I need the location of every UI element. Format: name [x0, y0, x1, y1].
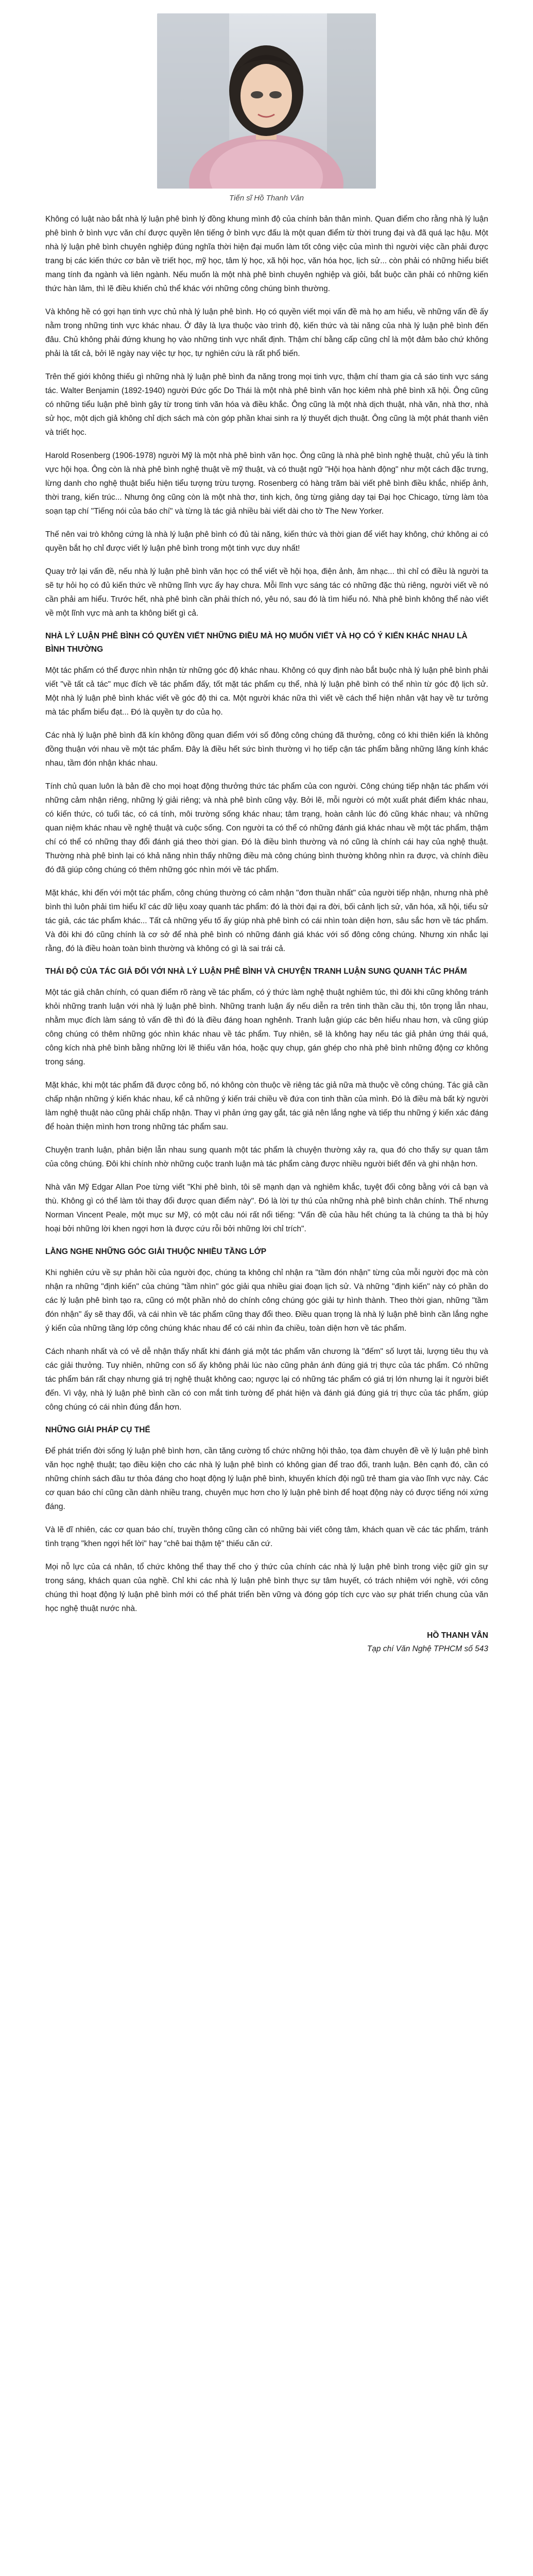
- article-signature: [45, 1629, 488, 1656]
- article-paragraph: Mặt khác, khi đến với một tác phẩm, công chúng thường có cảm nhận "đơn thuần nhất" của người tiếp nhận, nhưng nhà phê bình thì luôn phải tìm hiểu kĩ các dữ liệu xoay quanh tác phẩm: đó là thời đại ra đời, bối cảnh lịch sử, văn hóa, xã hội, tiểu sử tác giả, các tác phẩm khác... Tất cả những yếu tố ấy giúp nhà phê bình có cái nhìn toàn diện hơn, sâu sắc hơn về tác phẩm. Và đôi khi đó cũng chính là cơ sở để nhà phê bình có những đánh giá khác với số đông công chúng. Nhưng xin nhắc lại rằng, đó là điều hoàn toàn bình thường và không có gì là sai trái cả.: [45, 889, 488, 953]
- article-paragraph: Một tác phẩm có thể được nhìn nhận từ những góc độ khác nhau. Không có quy định nào bắt buộc nhà lý luận phê bình phải viết "về tất cả tác" mục đích về tác phẩm đấy, tốt mặt tác phẩm cụ thể, nhà lý luận phê bình có thể nhìn từ góc độ lịch sử. Một nhà lý luận phê bình khác viết về góc độ thi ca. Một người khác nữa thì viết về cách thể hiện nhân vật hay về tư tưởng mà tác phẩm biểu đạt... Đó là quyền tự do của họ.: [45, 666, 488, 717]
- author-photo-frame: [157, 13, 376, 189]
- article-paragraph: Thế nên vai trò không cứng là nhà lý luận phê bình có đủ tài năng, kiến thức và thời gian để viết hay không, chứ không ai có quyền bắt họ chỉ được viết lý luận phê bình trong một tinh vực duy nhất!: [45, 530, 488, 553]
- section-heading: THÁI ĐỘ CỦA TÁC GIẢ ĐỐI VỚI NHÀ LÝ LUẬN PHÊ BÌNH VÀ CHUYỆN TRANH LUẬN SUNG QUANH TÁC PHẨM: [45, 967, 467, 976]
- article-body: [45, 212, 488, 1656]
- article-paragraph: Nhà văn Mỹ Edgar Allan Poe từng viết "Khi phê bình, tôi sẽ mạnh dạn và nghiêm khắc, tuyệt đối công bằng với cả bạn và thù. Không gì có thể làm tôi thay đổi được quan điểm này". Đó là lời tự thú của những nhà phê bình chân chính. Thế nhưng Norman Vincent Peale, một mục sư Mỹ, có một câu nói rất nổi tiếng: "Vấn đề của hầu hết chúng ta là chúng ta thà bị hủy hoại bởi những lời khen ngợi hơn là được cứu rỗi bởi những lời chỉ trích".: [45, 1183, 488, 1233]
- section-heading: NHÀ LÝ LUẬN PHÊ BÌNH CÓ QUYỀN VIẾT NHỮNG ĐIỀU MÀ HỌ MUỐN VIẾT VÀ HỌ CÓ Ý KIẾN KHÁC NHAU LÀ BÌNH THƯỜNG: [45, 632, 468, 654]
- article-paragraph: Cách nhanh nhất và có vẻ dễ nhận thấy nhất khi đánh giá một tác phẩm văn chương là "đếm" số lượt tải, lượng tiêu thụ và các giải thưởng. Tuy nhiên, những con số ấy không phải lúc nào cũng phản ánh đúng giá trị thực của tác phẩm. Có những tác phẩm bán rất chạy nhưng giá trị nghệ thuật không cao; ngược lại có những tác phẩm có giá trị lớn nhưng lại ít người biết đến. Vì vậy, nhà lý luận phê bình cần có con mắt tinh tường để phát hiện và đánh giá đúng giá trị thực của tác phẩm, giúp công chúng có cái nhìn đúng đắn hơn.: [45, 1347, 488, 1412]
- article-paragraph: Chuyện tranh luận, phản biện lẫn nhau sung quanh một tác phẩm là chuyện thường xảy ra, qua đó cho thấy sự quan tâm của công chúng. Đôi khi chính nhờ những cuộc tranh luận mà tác phẩm càng được nhiều người biết đến và ghi nhận hơn.: [45, 1146, 488, 1168]
- article-paragraph: Các nhà lý luận phê bình đã kín không đồng quan điểm với số đông công chúng đã thưởng, công có khi thiên kiến là không đồng thuận với nhau về một tác phẩm. Đây là điều hết sức bình thường vì họ tiếp cận tác phẩm bằng những lăng kính khác nhau, tầm đón nhận khác nhau.: [45, 731, 488, 768]
- section-heading: NHỮNG GIẢI PHÁP CỤ THỂ: [45, 1426, 150, 1434]
- article-source: Tạp chí Văn Nghệ TPHCM số 543: [367, 1645, 488, 1653]
- article-paragraph: Tính chủ quan luôn là bản đề cho mọi hoạt động thưởng thức tác phẩm của con người. Công chúng tiếp nhận tác phẩm với những cảm nhận riêng, những lý giải riêng; và nhà phê bình cũng vậy. Bởi lẽ, mỗi người có một xuất phát điểm khác nhau, có kiến thức, có tuổi tác, có cá tính, môi trường sống khác nhau; tâm trạng, hoàn cảnh lúc đó cũng khác nhau; và những quan niệm khác nhau về nghệ thuật và cuộc sống. Con người ta có thể có những đánh giá khác nhau về một tác phẩm, thậm chí có thể có những thay đổi đánh giá theo thời gian. Đó là điều bình thường và nó cũng là chính cái hay của nghệ thuật. Thường nhà phê bình lại có khả năng nhìn thấy những điều mà công chúng bình thường không nhìn ra được, và chính điều đó đã giúp công chúng có thêm những góc nhìn mới về tác phẩm.: [45, 782, 488, 874]
- article-paragraph: Và lẽ dĩ nhiên, các cơ quan báo chí, truyền thông cũng cần có những bài viết công tâm, khách quan về các tác phẩm, tránh tình trạng "khen ngợi hết lời" hay "chê bai thậm tệ" thiếu căn cứ.: [45, 1526, 488, 1548]
- article-paragraph: Trên thế giới không thiếu gì những nhà lý luận phê bình đa năng trong mọi tinh vực, thậm chí tham gia cả sáo tinh vực sáng tác. Walter Benjamin (1892-1940) người Đức gốc Do Thái là một nhà phê bình văn học kiêm nhà phê bình xã hội. Ông cũng có những tiểu luận phê bình gây từ trong tinh văn hóa và điều khắc. Ông cũng là một nhà dịch thuật, nhà văn, nhà thơ, nhà sử học, một dịch giả không chỉ dịch sách mà còn góp phần khai sinh ra lý thuyết dịch thuật. Ông cũng là một phát thanh viên và triết học.: [45, 372, 488, 437]
- section-heading: LẰNG NGHE NHỮNG GÓC GIẢI THUỘC NHIỀU TẦNG LỚP: [45, 1247, 267, 1256]
- article-paragraph: Không có luật nào bắt nhà lý luận phê bình lý đồng khung mình độ của chính bản thân mình. Quan điểm cho rằng nhà lý luận phê bình ở bình vực văn chí được quyền lên tiếng ở bình vực đấu là một quan điểm từ thời trung đại và đã quá lạc hậu. Một nhà lý luận phê bình chuyên nghiệp đúng nghĩa thời hiện đại muốn làm tốt công việc của mình thì người việc cần phải được trang bị các kiến thức cơ bản về triết học, mỹ học, tâm lý học, xã hội học, văn hóa học, lịch sử... còn phải có những hiểu biết mang tính đa ngành và liên ngành. Nếu muốn là một nhà phê bình chuyên nghiệp và giỏi, bắt buộc cần phải có những kiến thức hàn lâm, thì lẽ điều khiến chủ thể khác với những công chúng bình thường.: [45, 215, 488, 293]
- author-name: HỒ THANH VÂN: [427, 1631, 488, 1640]
- article-paragraph: Và không hề có gợi hạn tinh vực chủ nhà lý luận phê bình. Họ có quyền viết mọi vấn đề mà họ am hiểu, về những vấn đề ấy nằm trong những tinh vực khác nhau. Ở đây là lựa thuộc vào trình độ, kiến thức và tài năng của nhà lý luận phê bình đến đâu. Chủ không phải đứng khung họ vào những tinh vực nhất định. Thậm chí bằng cấp cũng chỉ là một đảm bảo chứ không phải là tất cả, bởi lẽ ngày nay việc tự học, tự nghiên cứu là rất phổ biến.: [45, 308, 488, 358]
- article-paragraph: Khi nghiên cứu về sự phản hồi của người đọc, chúng ta không chỉ nhận ra "tầm đón nhận" từng của mỗi người đọc mà còn nhận ra những "định kiến" của chúng "tầm nhìn" góc giải qua nhiều giai đoạn lịch sử. Và những "định kiến" này có phần do các lý luận phê bình tạo ra, cũng có một phần nhỏ do chính công chúng góc giải tự hình thành. Theo thời gian, những "tầm đón nhận" ấy sẽ thay đổi, và cái nhìn về tác phẩm cũng thay đổi theo. Điều quan trọng là nhà lý luận phê bình cần lắng nghe ý kiến của những tầng lớp công chúng khác nhau để có cái nhìn đa chiều, toàn diện hơn về tác phẩm.: [45, 1268, 488, 1333]
- photo-caption: Tiến sĩ Hồ Thanh Vân: [229, 194, 304, 202]
- author-photo: [157, 13, 376, 189]
- article-paragraph: Mặt khác, khi một tác phẩm đã được công bố, nó không còn thuộc về riêng tác giả nữa mà thuộc về công chúng. Tác giả cần chấp nhận những ý kiến khác nhau, kể cả những ý kiến trái chiều về đứa con tinh thần của mình. Đó là điều mà bất kỳ người làm nghệ thuật nào cũng phải chấp nhận. Thay vì phản ứng gay gắt, tác giả nên lắng nghe và tiếp thu những ý kiến xác đáng để hoàn thiện mình hơn trong những tác phẩm sau.: [45, 1081, 488, 1131]
- article-paragraph: Để phát triển đời sống lý luận phê bình hơn, cần tăng cường tổ chức những hội thảo, tọa đàm chuyên đề về lý luận phê bình văn học nghệ thuật; tạo điều kiện cho các nhà lý luận phê bình có không gian để trao đổi, tranh luận. Bên cạnh đó, cần có những chính sách đầu tư thỏa đáng cho hoạt động lý luận phê bình, khuyến khích đội ngũ trẻ tham gia vào lĩnh vực này. Các cơ quan báo chí cũng cần dành nhiều trang, chuyên mục hơn cho lý luận phê bình để hoạt động này có được tiếng nói xứng đáng.: [45, 1447, 488, 1511]
- article-paragraph: Một tác giả chân chính, có quan điểm rõ ràng về tác phẩm, có ý thức làm nghệ thuật nghiêm túc, thì đôi khi cũng không tránh khỏi những tranh luận với nhà lý luận phê bình. Những tranh luận ấy nếu diễn ra trên tinh thần cầu thị, tôn trọng lẫn nhau, nhằm mục đích làm sáng tỏ vấn đề thì đó là điều đáng hoan nghênh. Tranh luận giúp các bên hiểu nhau hơn, và cũng giúp công chúng có thêm những góc nhìn khác nhau về tác phẩm. Tuy nhiên, sẽ là không hay nếu tác giả phản ứng thái quá, công kích nhà phê bình bằng những lời lẽ thiếu văn hóa, hoặc quy chụp, gán ghép cho nhà phê bình những động cơ không trong sáng.: [45, 988, 488, 1066]
- article-paragraph: Quay trở lại vấn đề, nếu nhà lý luận phê bình văn học có thể viết về hội họa, điện ảnh, âm nhạc... thì chỉ có điều là người ta sẽ tự hỏi họ có đủ kiến thức về những lĩnh vực ấy hay chưa. Mỗi lĩnh vực sáng tác có những đặc thù riêng, người viết về nó cần phải am hiểu. Trước hết, nhà phê bình cần phải thích nó, yêu nó, sau đó là tìm hiểu nó. Nhà phê bình không thể nào viết về một lĩnh vực mà anh ta không biết gì cả.: [45, 567, 488, 618]
- article-paragraph: Harold Rosenberg (1906-1978) người Mỹ là một nhà phê bình văn học. Ông cũng là nhà phê bình nghệ thuật, chủ yếu là tinh vực hội họa. Ông còn là nhà phê bình nghệ thuật về mỹ thuật, và có thuật ngữ "Hội họa hành động" như một cách đặc trưng, lừng danh cho nghệ thuật biểu hiện tiểu tượng trừu tượng. Rosenberg có hàng trăm bài viết phê bình điều khắc, nhiếp ảnh, thời trang, kiến trúc... Nhưng ông cũng còn là một nhà thơ, tinh kịch, ông từng giảng dạy tại Đại học Chicago, từng làm tòa soạn tạp chí "Tiếng nói của báo chí" và từng là tác giả nhiều bài viết dài cho tờ The New Yorker.: [45, 451, 488, 516]
- article-paragraph: Mọi nỗ lực của cá nhân, tổ chức không thể thay thế cho ý thức của chính các nhà lý luận phê bình trong việc giữ gìn sự trong sáng, khách quan của nghề. Chỉ khi các nhà lý luận phê bình thực sự tâm huyết, có trách nhiệm với nghề, với công chúng thì hoạt động lý luận phê bình mới có thể phát triển bền vững và đóng góp tích cực vào sự phát triển chung của văn học nghệ thuật nước nhà.: [45, 1563, 488, 1613]
